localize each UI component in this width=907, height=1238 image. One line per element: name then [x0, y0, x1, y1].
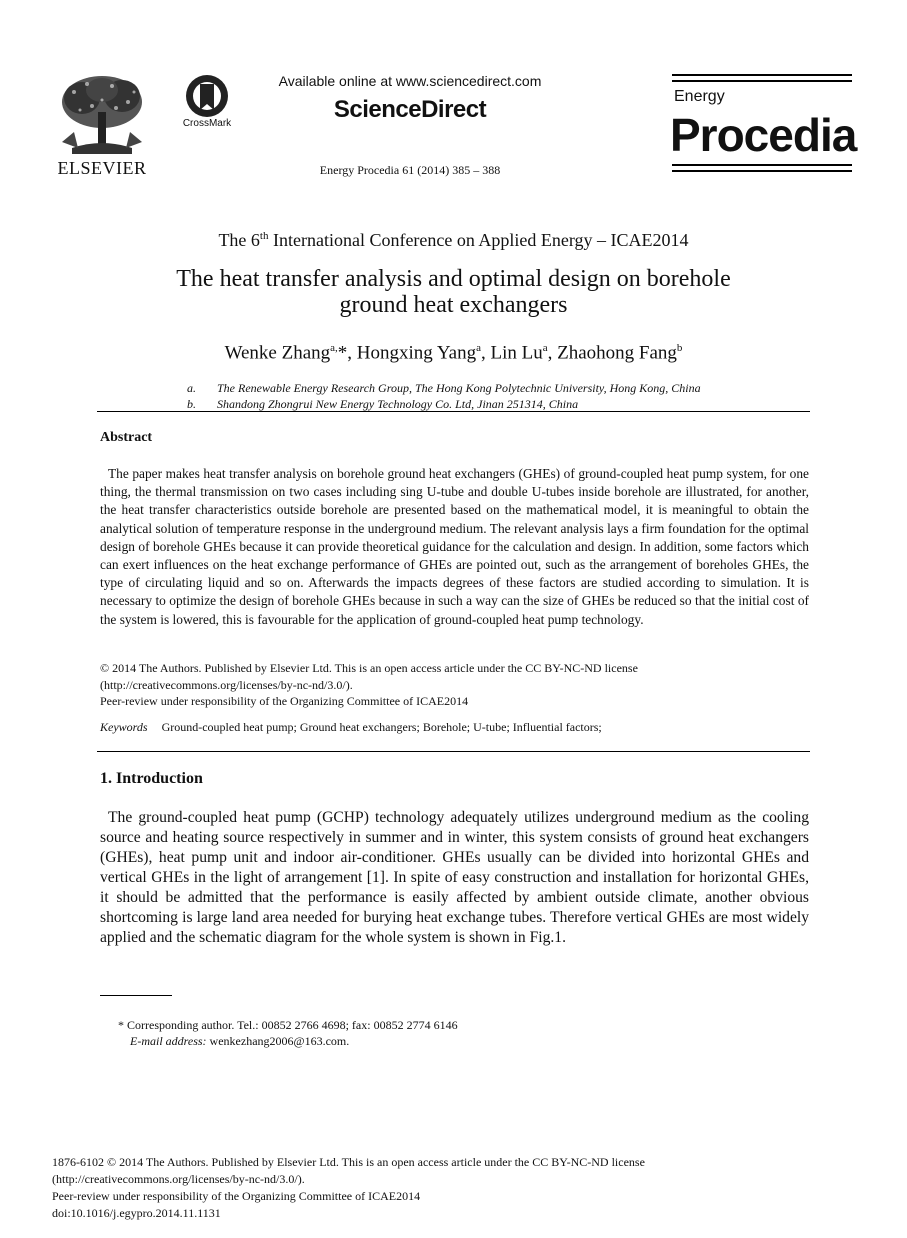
- author-mark: ,: [480, 342, 491, 364]
- conference-pre: The 6: [218, 230, 260, 250]
- email-note: [130, 1034, 349, 1049]
- author-sup: a: [476, 342, 481, 354]
- footer-license-link[interactable]: (http://creativecommons.org/licenses/by-nc-nd/3.0/).: [52, 1172, 305, 1186]
- paper-title-line1: The heat transfer analysis and optimal design on borehole: [176, 266, 731, 292]
- section-body: The ground-coupled heat pump (GCHP) technology adequately utilizes underground medium as the cooling source and heating source respectively in summer and in winter, this system consists of ground heat exchangers (GHEs), heat pump unit and indoor air-conditioner. GHEs usually can be divided into horizontal GHEs and vertical GHEs in the light of arrangement [1]. In spite of easy construction and installation for horizontal GHEs, it should be admitted that the performance is easily affected by ambient outside climate, another obvious shortcoming is large land area needed for burying heat exchange tubes. Therefore vertical GHEs are most widely applied and the schematic diagram for the whole system is shown in Fig.1.: [100, 809, 809, 946]
- author-name: Wenke Zhang: [224, 342, 331, 364]
- elsevier-tree-logo: [52, 72, 152, 156]
- corresponding-author-note: * Corresponding author. Tel.: 00852 2766 4698; fax: 00852 2774 6146: [118, 1018, 458, 1032]
- page-footer: [52, 1154, 852, 1222]
- affiliation-label: a.: [187, 381, 196, 395]
- keywords-label: Keywords: [100, 720, 148, 734]
- keywords-text: Ground-coupled heat pump; Ground heat exchangers; Borehole; U-tube; Influential factors;: [161, 720, 602, 734]
- affiliation-text: The Renewable Energy Research Group, The Hong Kong Polytechnic University, Hong Kong, China: [217, 381, 701, 395]
- section-heading: 1. Introduction: [100, 770, 203, 787]
- crossmark-label: CrossMark: [182, 118, 232, 129]
- sciencedirect-logo-text[interactable]: ScienceDirect: [333, 96, 487, 123]
- conference-sup: th: [259, 230, 269, 242]
- author-list: [0, 342, 907, 364]
- divider: [97, 751, 810, 752]
- abstract-heading: Abstract: [100, 430, 153, 445]
- paper-title-line2: ground heat exchangers: [339, 292, 568, 318]
- footnote-rule: [100, 995, 172, 996]
- affiliation-label: b.: [187, 397, 196, 411]
- author-sup: a: [542, 342, 548, 354]
- paper-title: [100, 266, 807, 318]
- email-address[interactable]: wenkezhang2006@163.com.: [206, 1034, 350, 1048]
- abstract-body: The paper makes heat transfer analysis on borehole ground heat exchangers (GHEs) of ground-coupled heat pump system, for one thing, the thermal transmission on two cases including sing U-tube and double U-tubes inside borehole are illustrated, for another, the heat transfer characteristics outside borehole are presented based on the mathematical model, it is meaningful to obtain the analytical solution of temperature response in the underground medium. The relevant analysis lays a firm foundation for the optimal design of borehole GHEs because it can provide theoretical guidance for the calculation and design. In addition, some factors which can exert influences on the heat exchange performance of GHEs are pointed out, such as the arrangement of boreholes GHEs, the type of circulating liquid and so on. Afterwards the impacts degrees of these factors are studied according to simulation. It is necessary to optimize the design of borehole GHEs because in such a way can the size of GHEs be reduced so that the initial cost of the system is lowered, this is favourable for the application of ground-coupled heat pump technology.: [100, 466, 809, 627]
- author-mark: *,: [337, 342, 357, 364]
- email-label: E-mail address:: [130, 1034, 207, 1048]
- journal-logo-energy: Energy: [674, 88, 725, 105]
- journal-reference: Energy Procedia 61 (2014) 385 – 388: [319, 163, 501, 177]
- author-sup: a,: [330, 342, 338, 354]
- divider: [97, 411, 810, 412]
- footer-issn-line: 1876-6102 © 2014 The Authors. Published by Elsevier Ltd. This is an open access article under the CC BY-NC-ND license: [52, 1155, 645, 1169]
- conference-line: [0, 230, 907, 251]
- conference-post: International Conference on Applied Energy – ICAE2014: [268, 230, 689, 250]
- affiliation-text: Shandong Zhongrui New Energy Technology Co. Ltd, Jinan 251314, China: [217, 397, 579, 411]
- footer-peer-review: Peer-review under responsibility of the Organizing Committee of ICAE2014: [52, 1189, 421, 1203]
- available-online-text: Available online at www.sciencedirect.com: [278, 73, 542, 89]
- author-name: Zhaohong Fang: [557, 342, 677, 364]
- author-sup: b: [676, 342, 683, 354]
- copyright-line1: © 2014 The Authors. Published by Elsevier Ltd. This is an open access article under the CC BY-NC-ND license: [100, 661, 638, 675]
- keywords: [100, 720, 809, 735]
- peer-review-line: Peer-review under responsibility of the Organizing Committee of ICAE2014: [100, 694, 469, 708]
- publisher-name: ELSEVIER: [57, 158, 147, 178]
- author-name: Lin Lu: [490, 342, 543, 364]
- author-mark: ,: [547, 342, 558, 364]
- journal-logo-procedia: Procedia: [670, 109, 857, 161]
- license-link[interactable]: (http://creativecommons.org/licenses/by-nc-nd/3.0/).: [100, 677, 353, 692]
- author-name: Hongxing Yang: [356, 342, 477, 364]
- copyright-notice: [100, 660, 809, 710]
- footer-doi[interactable]: doi:10.1016/j.egypro.2014.11.1131: [52, 1206, 221, 1220]
